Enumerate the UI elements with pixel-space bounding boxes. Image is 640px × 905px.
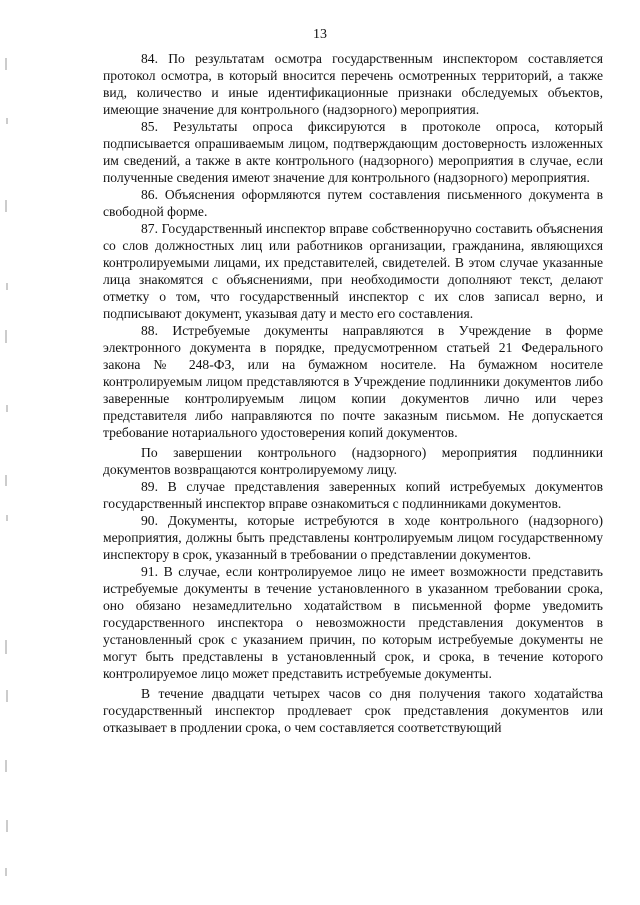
paragraph-91: 91. В случае, если контролируемое лицо не имеет возможности представить истребуемые документы в течение установленного в указанном требовании срока, оно обязано незамедлительно ходатайством в письменной форме уведомить государственного инспектора о невозможности представления документов в установленный срок с указанием причин, по которым истребуемые документы не могут быть представлены в установленный срок, и срока, в течение которого контролируемое лицо может представить истребуемые документы. (103, 564, 603, 681)
paragraph-91-continuation: В течение двадцати четырех часов со дня получения такого ходатайства государственный инспектор продлевает срок представления документов или отказывает в продлении срока, о чем составляется соответствующий (103, 686, 603, 735)
paragraph-87: 87. Государственный инспектор вправе собственноручно составить объяснения со слов должностных лиц или работников организации, гражданина, являющихся контролируемыми лицами, их представителей, свидетелей. В этом случае указанные лица знакомятся с объяснениями, при необходимости дополняют текст, делают отметку о том, что государственный инспектор с их слов записал верно, и подписывают документ, указывая дату и место его составления. (103, 221, 603, 321)
scan-edge-marks (0, 0, 14, 905)
paragraph-88: 88. Истребуемые документы направляются в Учреждение в форме электронного документа в порядке, предусмотренном статьей 21 Федерального закона № 248-ФЗ, или на бумажном носителе. На бумажном носителе контролируемым лицом представляются в Учреждение подлинники документов либо заверенные контролируемым лицом копии документов лично или через представителя либо направляются по почте заказным письмом. Не допускается требование нотариального удостоверения копий документов. (103, 323, 603, 440)
paragraph-86: 86. Объяснения оформляются путем составления письменного документа в свободной форме. (103, 187, 603, 219)
document-body (103, 50, 603, 736)
paragraph-88-continuation: По завершении контрольного (надзорного) мероприятия подлинники документов возвращаются контролируемому лицу. (103, 445, 603, 477)
paragraph-85: 85. Результаты опроса фиксируются в протоколе опроса, который подписывается опрашиваемым лицом, подтверждающим достоверность изложенных им сведений, а также в акте контрольного (надзорного) мероприятия в случае, если полученные сведения имеют значение для контрольного (надзорного) мероприятия. (103, 119, 603, 185)
paragraph-84: 84. По результатам осмотра государственным инспектором составляется протокол осмотра, в который вносится перечень осмотренных территорий, а также вид, количество и иные идентификационные признаки обследуемых объектов, имеющие значение для контрольного (надзорного) мероприятия. (103, 51, 603, 117)
paragraph-90: 90. Документы, которые истребуются в ходе контрольного (надзорного) мероприятия, должны быть представлены контролируемым лицом государственному инспектору в срок, указанный в требовании о представлении документов. (103, 513, 603, 562)
page-number: 13 (313, 27, 327, 42)
paragraph-89: 89. В случае представления заверенных копий истребуемых документов государственный инспектор вправе ознакомиться с подлинниками документов. (103, 479, 603, 511)
